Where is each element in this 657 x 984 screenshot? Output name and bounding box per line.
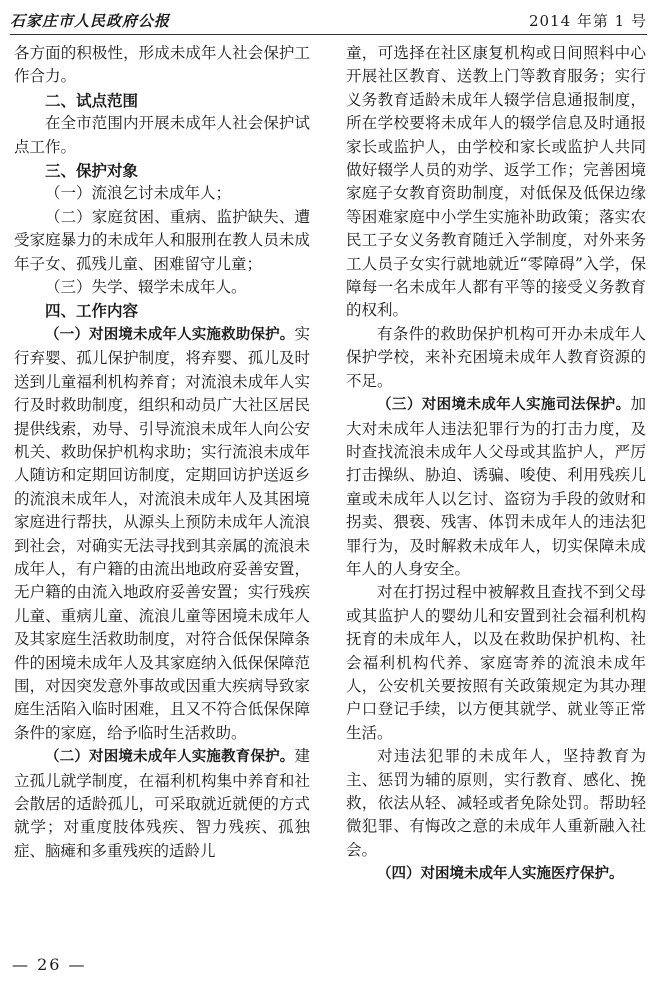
subsection-judicial (346, 393, 646, 581)
section-heading-scope: 二、试点范围 (45, 90, 139, 110)
page-number: — 26 — (12, 955, 87, 974)
issue-number: 2014 年第 1 号 (528, 12, 647, 30)
subsection-text: 建立孤儿就学制度，在福利机构集中养育和社会散居的适龄孤儿，可采取就近就便的方式就学；对重度肢体残疾、智力残疾、孤独症、脑瘫和多重残疾的适龄儿 (14, 747, 310, 860)
subsection-rescue (14, 323, 310, 745)
list-item: （一）流浪乞讨未成年人； (45, 184, 232, 203)
subsection-medical (346, 862, 646, 886)
list-item: （二）家庭贫困、重病、监护缺失、遭受家庭暴力的未成年人和服刑在教人员未成年子女、孤残儿童、困难留守儿童； (14, 207, 310, 273)
subsection-education (14, 745, 310, 863)
paragraph: 有条件的救助保护机构可开办未成年人保护学校，来补充困境未成年人教育资源的不足。 (346, 324, 646, 390)
subsection-text: 实行弃婴、孤儿保护制度，将弃婴、孤儿及时送到儿童福利机构养育；对流浪未成年人实行及时救助制度，组织和动员广大社区居民提供线索，劝导、引导流浪未成年人向公安机关、救助保护机构求助；实行流浪未成年人随访和定期回访制度，定期回访护送返乡的流浪未成年人，对流浪未成年人及其困境家庭进行帮扶，从源头上预防未成年人流浪到社会，对确实无法寻找到其亲属的流浪未成年人，有户籍的由流出地政府妥善安置，无户籍的由流入地政府妥善安置；实行残疾儿童、重病儿童、流浪儿童等困境未成年人及其家庭生活救助制度，对符合低保保障条件的困境未成年人及其家庭纳入低保保障范围，对因突发意外事故或因重大疾病导致家庭生活陷入临时困难，且又不符合低保保障条件的家庭，给予临时生活救助。 (14, 324, 310, 742)
right-column (346, 42, 646, 887)
list-item: （三）失学、辍学未成年人。 (45, 278, 247, 297)
paragraph: 对违法犯罪的未成年人，坚持教育为主、惩罚为辅的原则，实行教育、感化、挽救，依法从轻、减轻或者免除处罚。帮助轻微犯罪、有悔改之意的未成年人重新融入社会。 (346, 747, 646, 859)
subsection-label: （四）对困境未成年人实施医疗保护。 (377, 866, 624, 883)
paragraph: 对在打拐过程中被解救且查找不到父母或其监护人的婴幼儿和安置到社会福利机构抚育的未成年人，以及在救助保护机构、社会福利机构代养、家庭寄养的流浪未成年人，公安机关要按照有关政策规定为其办理户口登记手续，以方便其就学、就业等正常生活。 (346, 583, 646, 742)
subsection-label: （二）对困境未成年人实施教育保护。 (45, 749, 295, 766)
left-column (14, 42, 310, 863)
page-header (10, 4, 647, 35)
subsection-label: （三）对困境未成年人实施司法保护。 (377, 397, 631, 414)
publication-title: 石家庄市人民政府公报 (10, 12, 171, 30)
subsection-text: 加大对未成年人违法犯罪行为的打击力度，及时查找流浪未成年人父母或其监护人，严厉打击操纵、胁迫、诱骗、唆使、利用残疾儿童或未成年人以乞讨、盗窃为手段的敛财和拐卖、猥亵、残害、体罚未成年人的违法犯罪行为，及时解救未成年人，切实保障未成年人的人身安全。 (346, 395, 646, 578)
subsection-label: （一）对困境未成年人实施救助保护。 (45, 326, 295, 343)
section-heading-content: 四、工作内容 (45, 301, 139, 321)
section-heading-targets: 三、保护对象 (45, 161, 139, 181)
paragraph: 在全市范围内开展未成年人社会保护试点工作。 (14, 114, 310, 156)
paragraph: 童，可选择在社区康复机构或日间照料中心开展社区教育、送教上门等教育服务；实行义务教育适龄未成年人辍学信息通报制度，所在学校要将未成年人的辍学信息及时通报家长或监护人，由学校和家长或监护人共同做好辍学人员的劝学、返学工作；完善困境家庭子女教育资助制度，对低保及低保边缘等困难家庭中小学生实施补助政策；落实农民工子女义务教育随迁入学制度，对外来务工人员子女实行就地就近“零障碍”入学，保障每一名未成年人都有平等的接受义务教育的权利。 (346, 44, 646, 320)
paragraph: 各方面的积极性，形成未成年人社会保护工作合力。 (14, 44, 310, 86)
